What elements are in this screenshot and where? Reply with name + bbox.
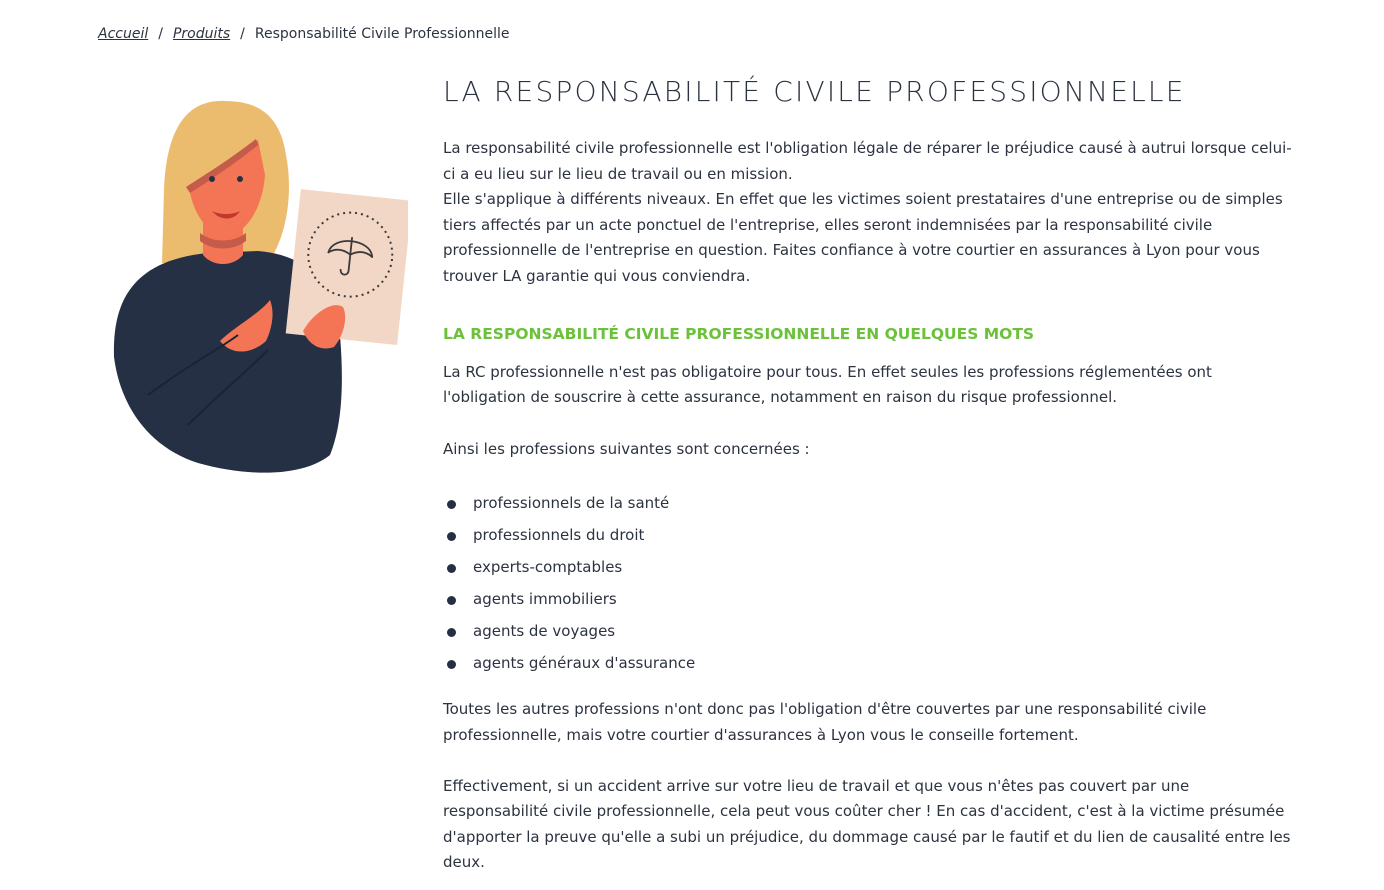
bullet-icon [447,564,456,573]
main-content [443,74,1298,876]
section-subtitle: LA RESPONSABILITÉ CIVILE PROFESSIONNELLE EN QUELQUES MOTS [443,324,1035,343]
breadcrumb-separator: / [240,26,245,42]
professions-list [443,491,1298,683]
umbrella-card [286,189,408,345]
accident-paragraph: Effectivement, si un accident arrive sur votre lieu de travail et que vous n'êtes pas couvert par une responsabilité civile professionnelle, cela peut vous coûter cher ! En cas d'accident, c'est à la victime présumée d'apporter la preuve qu'elle a subi un préjudice, du dommage causé par le fautif et du lien de causalité entre les deux. [443,776,1291,872]
list-item [443,587,1298,619]
breadcrumb [98,24,510,44]
professions-intro: Ainsi les professions suivantes sont concernées : [443,439,810,458]
page-title: LA RESPONSABILITÉ CIVILE PROFESSIONNELLE [443,75,1186,108]
list-item [443,619,1298,651]
intro-paragraph: La responsabilité civile professionnelle est l'obligation légale de réparer le préjudice causé à autrui lorsque celui-ci a eu lieu sur le lieu de travail ou en mission. [443,139,1292,183]
woman-holding-umbrella-card-illustration [108,95,408,475]
list-item-label: experts-comptables [473,558,623,577]
intro-paragraph-2: Elle s'applique à différents niveaux. En effet que les victimes soient prestataires d'une entreprise ou de simples tiers affectés par un acte ponctuel de l'entreprise, elles seront indemnisées par la responsabilité civile professionnelle de l'entreprise en question. Faites confiance à votre courtier en assurances à Lyon pour vous trouver LA garantie qui vous conviendra. [443,190,1283,285]
list-item [443,651,1298,683]
bullet-icon [447,660,456,669]
list-item [443,491,1298,523]
breadcrumb-link-products[interactable]: Produits [172,26,231,42]
breadcrumb-current: Responsabilité Civile Professionnelle [254,26,510,42]
eye-shape [237,176,243,182]
breadcrumb-link-home[interactable]: Accueil [98,26,149,42]
list-item-label: agents généraux d'assurance [473,654,696,673]
list-item-label: agents immobiliers [473,590,617,609]
breadcrumb-separator: / [158,26,163,42]
bullet-icon [447,628,456,637]
other-professions-paragraph: Toutes les autres professions n'ont donc pas l'obligation d'être couvertes par une responsabilité civile professionnelle, mais votre courtier d'assurances à Lyon vous le conseille fortement. [443,700,1207,744]
eye-shape [209,176,215,182]
bullet-icon [447,532,456,541]
bullet-icon [447,500,456,509]
bullet-icon [447,596,456,605]
list-item-label: professionnels du droit [473,526,645,545]
list-item [443,523,1298,555]
rc-paragraph: La RC professionnelle n'est pas obligatoire pour tous. En effet seules les professions réglementées ont l'obligation de souscrire à cette assurance, notamment en raison du risque professionnel. [443,362,1212,407]
list-item-label: agents de voyages [473,622,616,641]
list-item [443,555,1298,587]
list-item-label: professionnels de la santé [473,494,670,513]
